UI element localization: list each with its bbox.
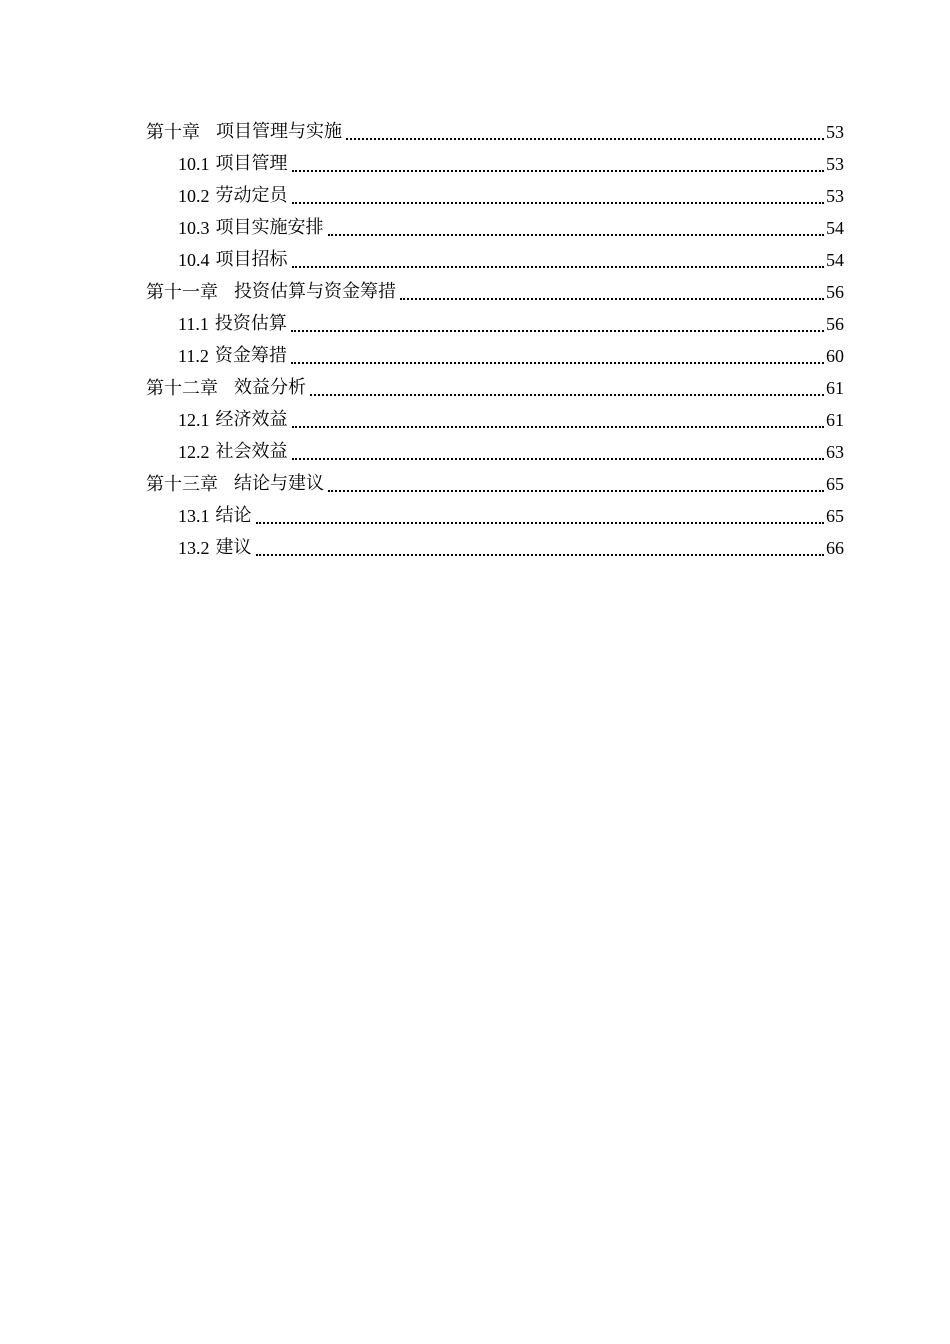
toc-entry-number: 13.1	[178, 506, 210, 526]
toc-page-number: 66	[826, 538, 844, 558]
toc-dot-leader	[328, 234, 825, 236]
toc-chapter-entry[interactable]	[146, 116, 844, 148]
toc-page-number: 54	[826, 250, 844, 270]
toc-dot-leader	[400, 298, 824, 300]
toc-page-number: 61	[826, 378, 844, 398]
toc-dot-leader	[328, 490, 824, 492]
toc-entry-number: 10.2	[178, 186, 210, 206]
toc-dot-leader	[291, 362, 824, 364]
toc-section-entry[interactable]	[146, 244, 844, 276]
toc-page-number: 61	[826, 410, 844, 430]
toc-chapter-entry[interactable]	[146, 468, 844, 500]
toc-entry-number: 11.1	[178, 314, 209, 334]
toc-section-entry[interactable]	[146, 436, 844, 468]
toc-entry-title: 投资估算与资金筹措	[234, 281, 396, 302]
toc-section-entry[interactable]	[146, 532, 844, 564]
toc-page-number: 53	[826, 186, 844, 206]
toc-entry-number: 10.3	[178, 218, 210, 238]
toc-dot-leader	[310, 394, 824, 396]
toc-dot-leader	[292, 170, 825, 172]
toc-entry-title: 劳动定员	[215, 185, 288, 206]
toc-chapter-entry[interactable]	[146, 276, 844, 308]
toc-page-number: 60	[826, 346, 844, 366]
toc-entry-title: 建议	[215, 537, 252, 558]
toc-entry-number: 12.2	[178, 442, 210, 462]
toc-entry-number: 13.2	[178, 538, 210, 558]
toc-entry-number: 第十二章	[146, 378, 218, 398]
toc-entry-title: 项目管理与实施	[216, 121, 342, 142]
toc-entry-title: 项目招标	[215, 249, 288, 270]
toc-section-entry[interactable]	[146, 404, 844, 436]
toc-entry-title: 社会效益	[215, 441, 288, 462]
toc-dot-leader	[256, 522, 825, 524]
toc-page-number: 53	[826, 122, 844, 142]
toc-page-number: 56	[826, 314, 844, 334]
toc-dot-leader	[292, 458, 825, 460]
toc-entry-title: 效益分析	[234, 377, 306, 398]
toc-entry-title: 经济效益	[215, 409, 288, 430]
toc-page-number: 56	[826, 282, 844, 302]
toc-page-number: 63	[826, 442, 844, 462]
toc-section-entry[interactable]	[146, 340, 844, 372]
toc-entry-number: 第十一章	[146, 282, 218, 302]
toc-dot-leader	[346, 138, 824, 140]
toc-entry-title: 资金筹措	[214, 345, 287, 366]
toc-entry-number: 10.1	[178, 154, 210, 174]
toc-section-entry[interactable]	[146, 308, 844, 340]
toc-entry-title: 项目实施安排	[215, 217, 324, 238]
toc-page-number: 65	[826, 474, 844, 494]
toc-chapter-entry[interactable]	[146, 372, 844, 404]
toc-entry-title: 结论	[215, 505, 252, 526]
toc-section-entry[interactable]	[146, 500, 844, 532]
toc-dot-leader	[256, 554, 825, 556]
toc-section-entry[interactable]	[146, 148, 844, 180]
toc-page-number: 53	[826, 154, 844, 174]
toc-dot-leader	[292, 266, 825, 268]
toc-section-entry[interactable]	[146, 212, 844, 244]
toc-entry-title: 结论与建议	[234, 473, 324, 494]
toc-page-number: 54	[826, 218, 844, 238]
toc-dot-leader	[291, 330, 824, 332]
toc-entry-title: 投资估算	[214, 313, 287, 334]
toc-entry-number: 第十章	[146, 122, 200, 142]
toc-page-number: 65	[826, 506, 844, 526]
toc-entry-number: 11.2	[178, 346, 209, 366]
table-of-contents	[146, 116, 844, 564]
toc-dot-leader	[292, 426, 825, 428]
toc-entry-number: 10.4	[178, 250, 210, 270]
toc-entry-number: 12.1	[178, 410, 210, 430]
toc-section-entry[interactable]	[146, 180, 844, 212]
toc-entry-title: 项目管理	[215, 153, 288, 174]
toc-entry-number: 第十三章	[146, 474, 218, 494]
toc-dot-leader	[292, 202, 825, 204]
